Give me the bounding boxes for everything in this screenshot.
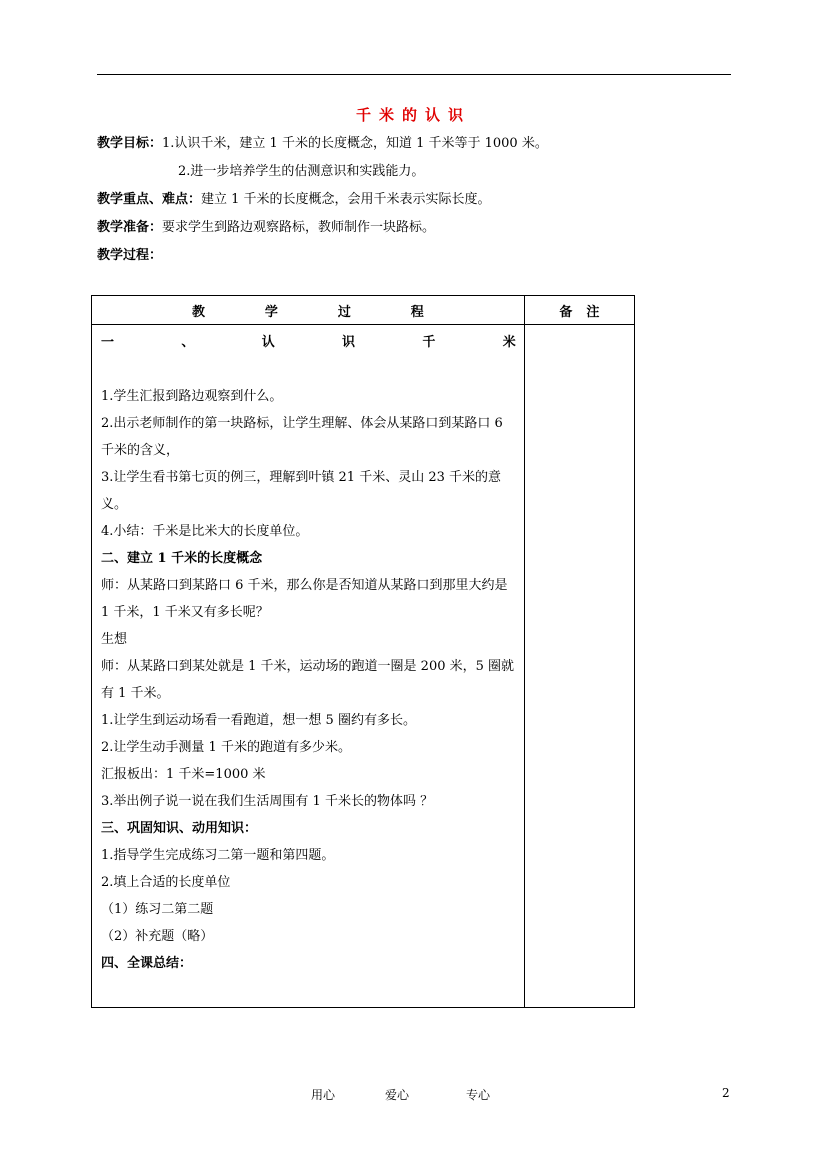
list-item: 1.学生汇报到路边观察到什么。: [101, 389, 283, 404]
lesson-table: [91, 295, 635, 1008]
objectives-label: 教学目标：: [97, 136, 163, 151]
list-item: 3.举出例子说一说在我们生活周围有 1 千米长的物体吗 ？: [101, 794, 434, 809]
spacer: [101, 356, 518, 383]
list-item: 4.小结：千米是比米大的长度单位。: [101, 524, 309, 539]
notes-header-label: 备注: [559, 304, 614, 320]
footer-motto-3: 专心: [466, 1088, 491, 1102]
heading-char: 、: [181, 335, 195, 350]
list-item: 3.让学生看书第七页的例三，理解到叶镇 21 千米、灵山 23 千米的意义。: [101, 470, 502, 512]
objective-1: 1.认识千米，建立 1 千米的长度概念，知道 1 千米等于 1000 米。: [162, 136, 548, 151]
list-item: （1）练习二第二题: [101, 902, 214, 917]
heading-char: 米: [502, 335, 516, 350]
header-rule: [97, 74, 731, 75]
list-item: 生想: [101, 632, 128, 647]
footer-motto-1: 用心: [311, 1088, 336, 1102]
process-cell: [92, 325, 525, 1008]
page-number: 2: [722, 1086, 730, 1100]
preparation-text: 要求学生到路边观察路标，教师制作一块路标。: [162, 220, 436, 235]
table-header-row: [92, 296, 635, 325]
section-3-heading: 三、巩固知识、动用知识：: [101, 821, 258, 836]
heading-char: 识: [342, 335, 356, 350]
notes-header: [524, 296, 634, 325]
process-label: 教学过程：: [97, 248, 163, 263]
list-item: 汇报板出：1 千米=1000 米: [101, 767, 266, 782]
preparation-line: [97, 218, 435, 238]
heading-char: 千: [422, 335, 436, 350]
key-points-label: 教学重点、难点：: [97, 192, 202, 207]
list-item: （2）补充题（略）: [101, 929, 214, 944]
section-1-heading: [101, 329, 518, 356]
process-header-char: 学: [264, 304, 278, 320]
heading-char: 认: [261, 335, 275, 350]
list-item: 2.填上合适的长度单位: [101, 875, 231, 890]
process-header: [92, 296, 525, 325]
objectives-line: [97, 134, 548, 154]
list-item: 师：从某路口到某路口 6 千米，那么你是否知道从某路口到那里大约是 1 千米，1 千米又有多长呢？: [101, 578, 508, 620]
list-item: 2.让学生动手测量 1 千米的跑道有多少米。: [101, 740, 351, 755]
section-4-heading: 四、全课总结：: [101, 956, 193, 971]
section-2-heading: 二、建立 1 千米的长度概念: [101, 551, 263, 566]
table-body-row: [92, 325, 635, 1008]
heading-char: 一: [101, 335, 115, 350]
list-item: 1.指导学生完成练习二第一题和第四题。: [101, 848, 335, 863]
process-header-char: 过: [337, 304, 351, 320]
objective-2: 2.进一步培养学生的估测意识和实践能力。: [178, 164, 425, 179]
list-item: 1.让学生到运动场看一看跑道，想一想 5 圈约有多长。: [101, 713, 416, 728]
process-header-char: 教: [191, 304, 205, 320]
list-item: 师：从某路口到某处就是 1 千米，运动场的跑道一圈是 200 米，5 圈就有 1 千米。: [101, 659, 515, 701]
process-header-char: 程: [410, 304, 424, 320]
footer-motto-2: 爱心: [385, 1088, 410, 1102]
list-item: 2.出示老师制作的第一块路标，让学生理解、体会从某路口到某路口 6 千米的含义，: [101, 416, 503, 458]
key-points-text: 建立 1 千米的长度概念，会用千米表示实际长度。: [201, 192, 491, 207]
notes-cell: [524, 325, 634, 1008]
document-title: 千米的认识: [355, 106, 471, 124]
preparation-label: 教学准备：: [97, 220, 163, 235]
key-points-line: [97, 190, 491, 210]
